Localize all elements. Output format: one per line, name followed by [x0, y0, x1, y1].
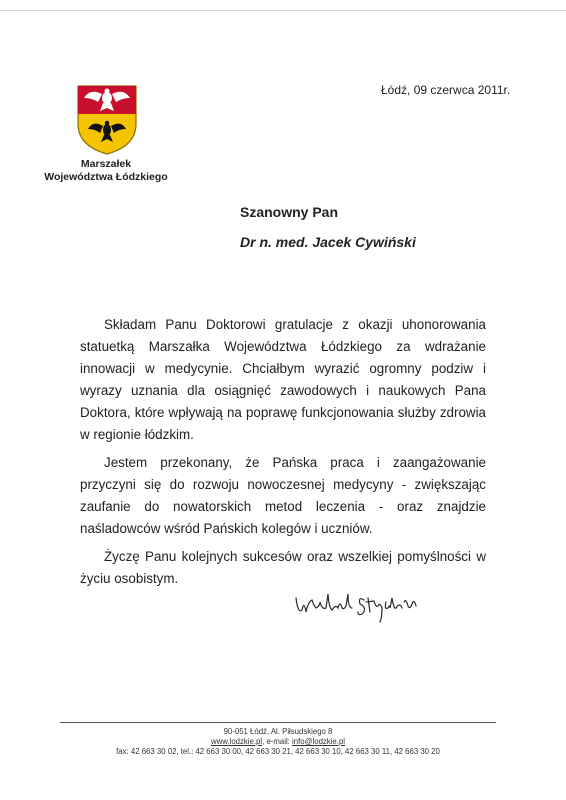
issuer-block: [26, 158, 186, 184]
letter-body: [80, 314, 486, 596]
handwritten-signature: [292, 588, 432, 624]
salutation: Szanowny Pan: [240, 204, 339, 220]
email-label: , e-mail:: [262, 737, 293, 746]
coat-of-arms-lodzkie-icon: [76, 84, 138, 156]
top-divider: [0, 10, 566, 11]
footer-divider: [60, 722, 496, 723]
letter-date: Łódź, 09 czerwca 2011r.: [381, 83, 511, 97]
letter-footer: [60, 727, 496, 757]
footer-phones: fax: 42 663 30 02, tel.: 42 663 30 00, 42 663 30 21, 42 663 30 10, 42 663 30 11, 42 663 30 20: [116, 747, 440, 756]
footer-address: 90-051 Łódź, Al. Piłsudskiego 8: [223, 727, 333, 736]
website-link[interactable]: www.lodzkie.pl: [210, 737, 263, 746]
issuer-title: Marszałek: [80, 158, 132, 170]
footer-contact-line: [60, 737, 496, 747]
body-paragraph: Jestem przekonany, że Pańska praca i zaangażowanie przyczyni się do rozwoju nowoczesnej medycyny - zwiększając zaufanie do nowatorskich metod leczenia - oraz znajdzie naśladowców wśród Pańskich kolegów i uczniów.: [80, 455, 486, 536]
email-link[interactable]: info@lodzkie.pl: [292, 737, 346, 746]
issuer-region: Województwa Łódzkiego: [44, 171, 168, 183]
recipient-name: Dr n. med. Jacek Cywiński: [240, 234, 416, 250]
body-paragraph: Składam Panu Doktorowi gratulacje z okazji uhonorowania statuetką Marszałka Województwa Łódzkiego za wdrażanie innowacji w medycynie. Chciałbym wyrazić ogromny podziw i wyrazy uznania dla osiągnięć zawodowych i naukowych Pana Doktora, które wpływają na poprawę funkcjonowania służby zdrowia w regionie łódzkim.: [80, 317, 486, 442]
body-paragraph: Życzę Panu kolejnych sukcesów oraz wszelkiej pomyślności w życiu osobistym.: [80, 549, 486, 586]
